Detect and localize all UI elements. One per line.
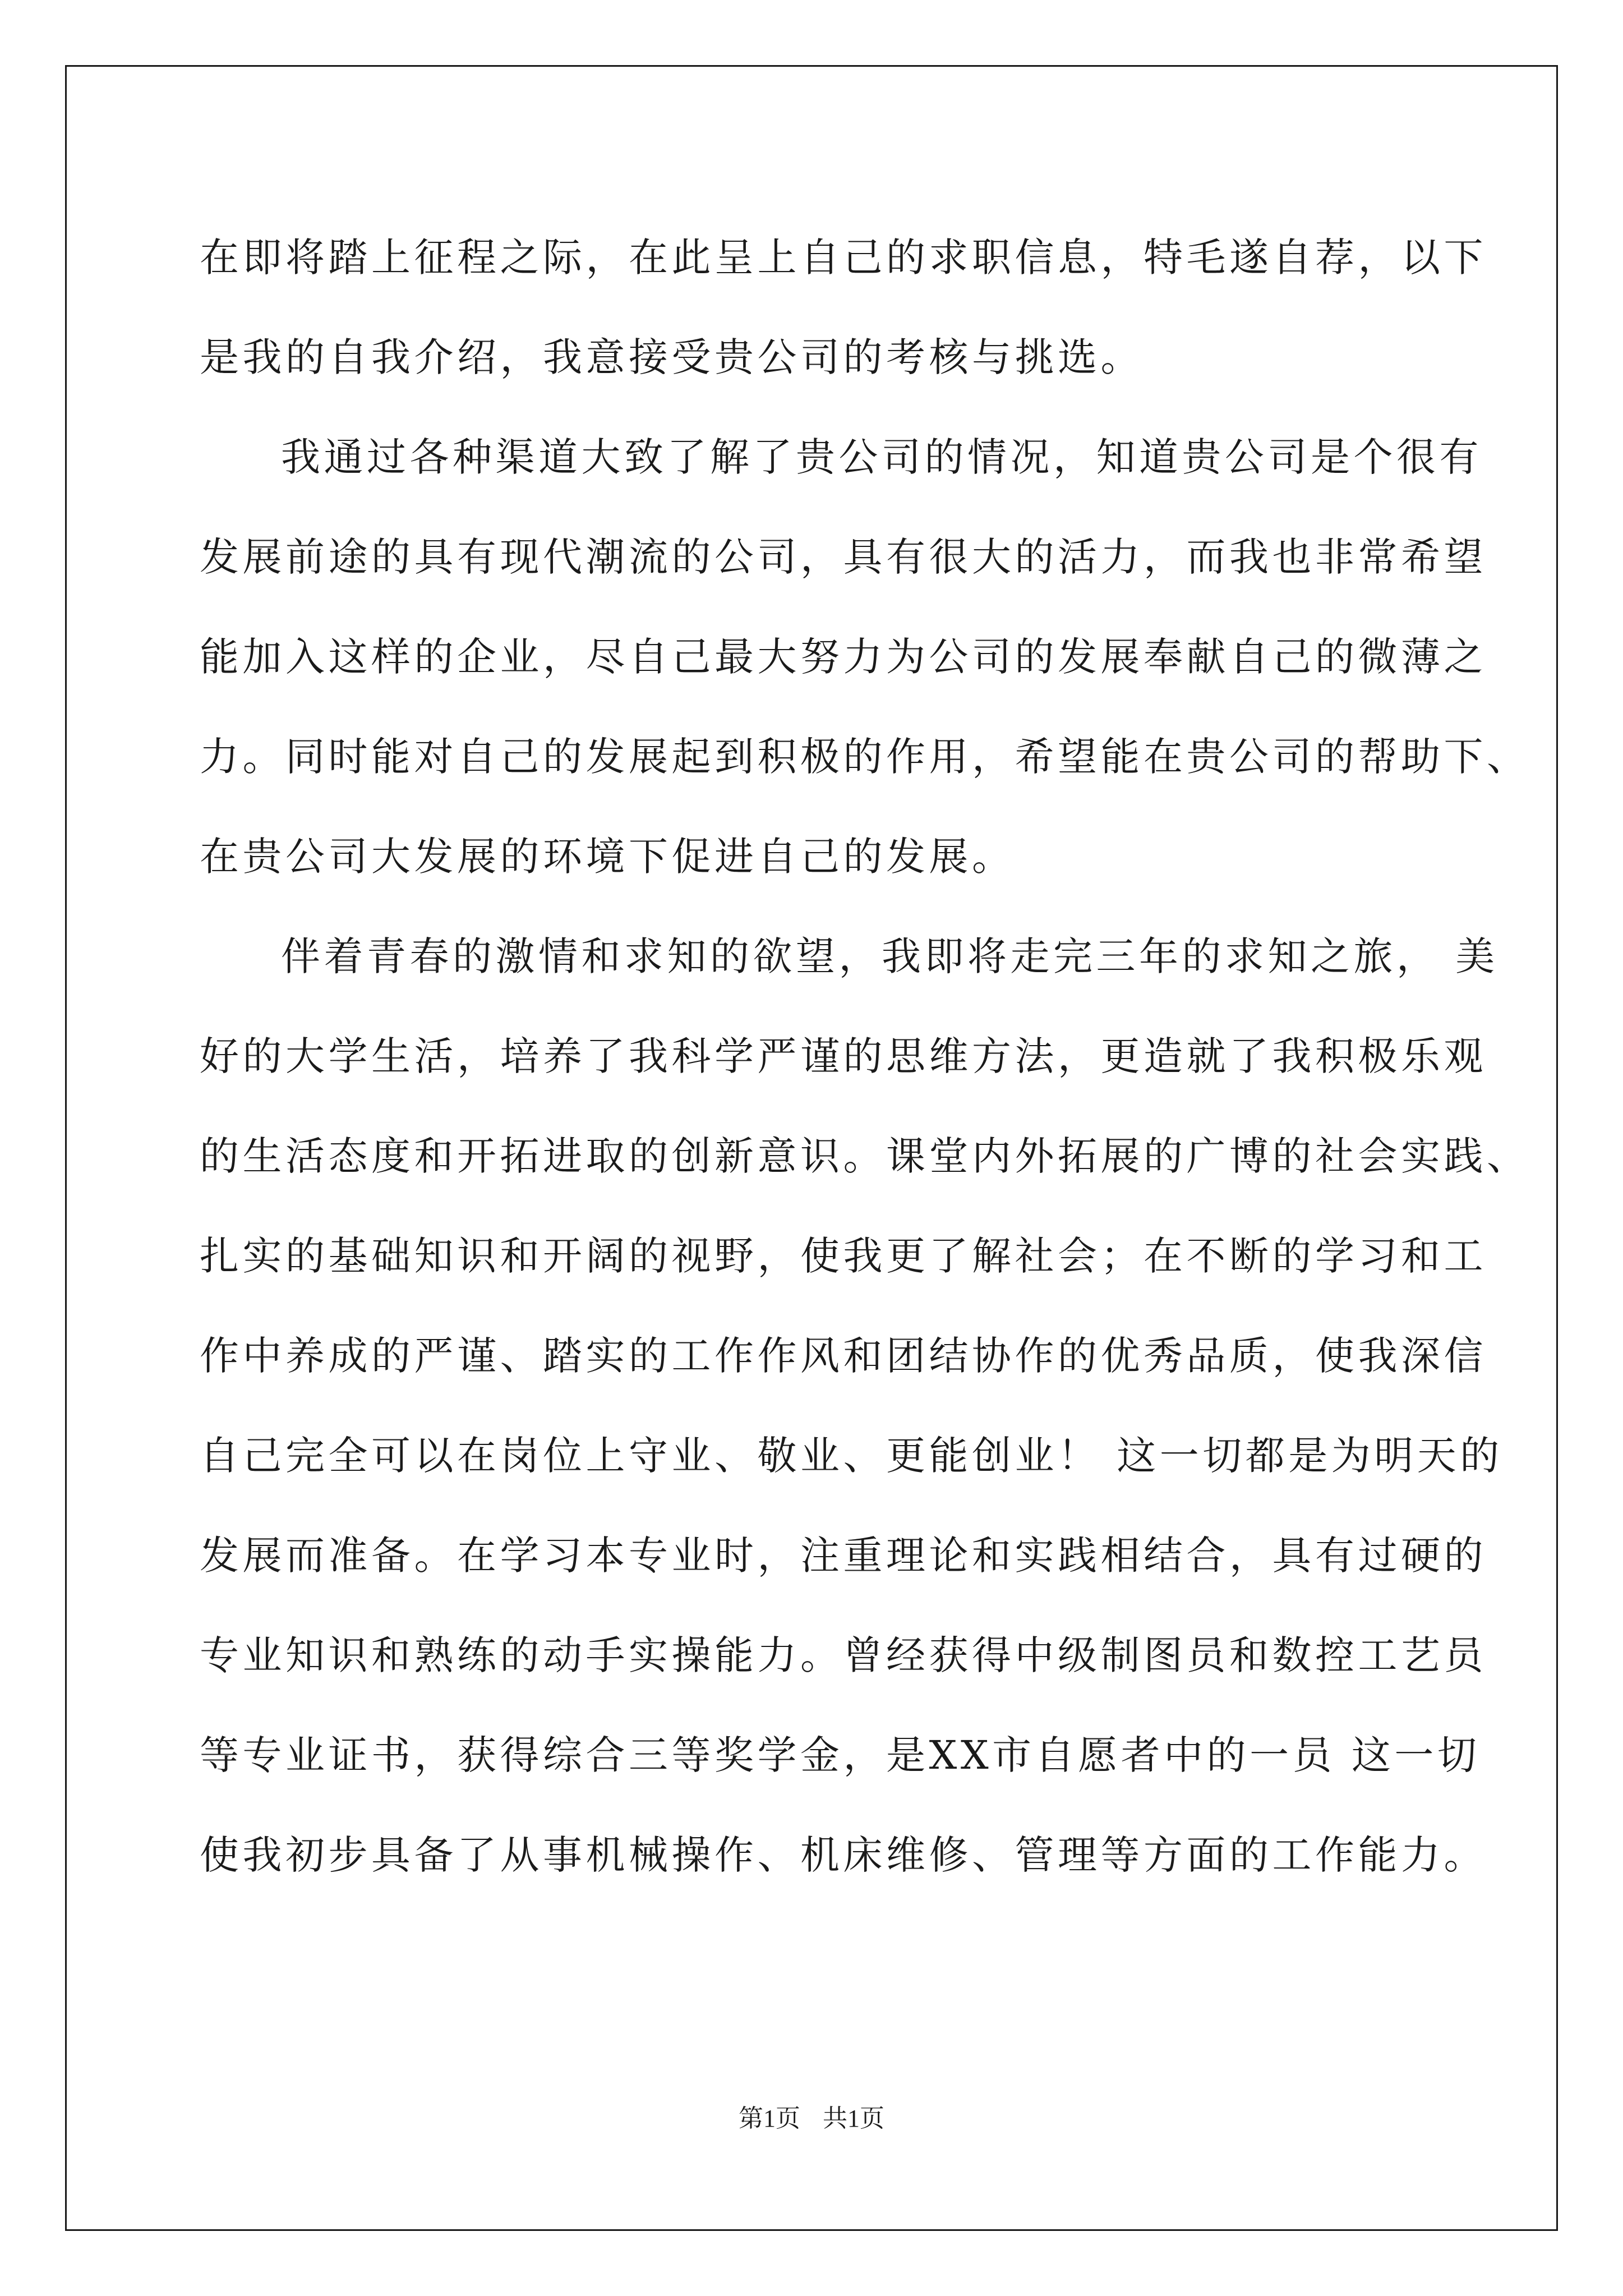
text-line: 的生活态度和开拓进取的创新意识。课堂内外拓展的广博的社会实践、: [200, 1133, 1530, 1179]
text-line: 好的大学生活，培养了我科学严谨的思维方法，更造就了我积极乐观: [200, 1033, 1487, 1079]
text-line: 我通过各种渠道大致了解了贵公司的情况，知道贵公司是个很有: [281, 434, 1482, 480]
text-line: 能加入这样的企业，尽自己最大努力为公司的发展奉献自己的微薄之: [200, 634, 1487, 680]
text-line: 专业知识和熟练的动手实操能力。曾经获得中级制图员和数控工艺员: [200, 1632, 1487, 1678]
text-line: 扎实的基础知识和开阔的视野，使我更了解社会；在不断的学习和工: [200, 1233, 1487, 1279]
text-line: 力。同时能对自己的发展起到积极的作用，希望能在贵公司的帮助下、: [200, 734, 1530, 780]
text-line: 作中养成的严谨、踏实的工作作风和团结协作的优秀品质，使我深信: [200, 1333, 1487, 1379]
text-line: 等专业证书，获得综合三等奖学金，是XX市自愿者中的一员 这一切: [200, 1732, 1481, 1778]
text-line: 是我的自我介绍，我意接受贵公司的考核与挑选。: [200, 334, 1144, 380]
page-footer: [0, 2098, 1623, 2134]
page-total: 共1页: [823, 2105, 884, 2132]
text-line: 在即将踏上征程之际，在此呈上自己的求职信息，特毛遂自荐，以下: [200, 234, 1487, 280]
text-line: 发展而准备。在学习本专业时，注重理论和实践相结合，具有过硬的: [200, 1533, 1487, 1579]
document-body: [200, 208, 1530, 1905]
text-line: 发展前途的具有现代潮流的公司，具有很大的活力，而我也非常希望: [200, 534, 1487, 580]
text-line: 伴着青春的激情和求知的欲望，我即将走完三年的求知之旅， 美: [281, 933, 1498, 979]
text-line: 使我初步具备了从事机械操作、机床维修、管理等方面的工作能力。: [200, 1832, 1487, 1878]
page-number: 第1页: [739, 2105, 800, 2132]
text-line: 在贵公司大发展的环境下促进自己的发展。: [200, 834, 1015, 880]
text-line: 自己完全可以在岗位上守业、敬业、更能创业！ 这一切都是为明天的: [200, 1433, 1503, 1479]
